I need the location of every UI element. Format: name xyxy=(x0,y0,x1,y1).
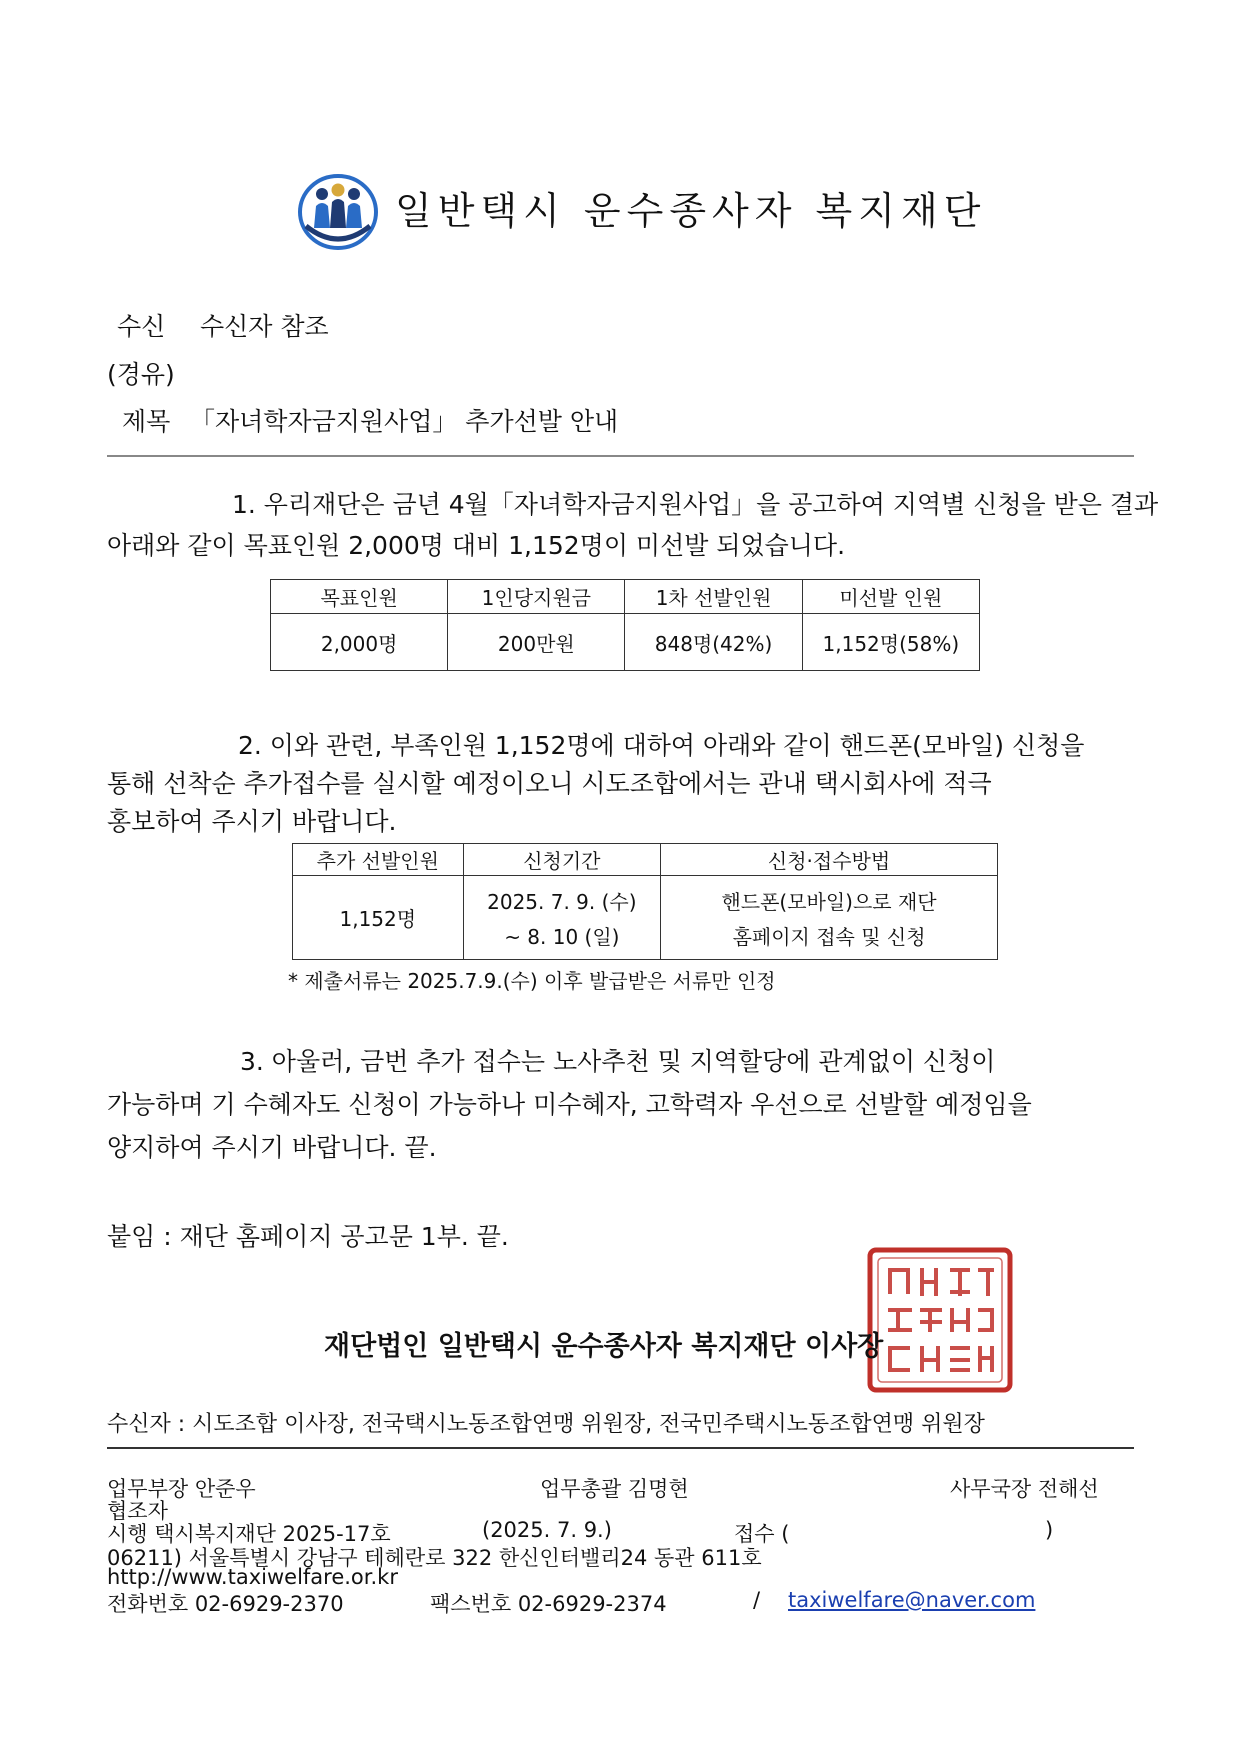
table1-cell-unselected: 1,152명(58%) xyxy=(802,614,979,671)
cooperator-label: 협조자 xyxy=(107,1499,168,1523)
table2-cell-count: 1,152명 xyxy=(293,876,464,960)
table2-header-method: 신청·접수방법 xyxy=(661,844,998,876)
additional-application-table xyxy=(292,843,998,960)
paragraph-1-line-2: 아래와 같이 목표인원 2,000명 대비 1,152명이 미선발 되었습니다. xyxy=(107,531,846,560)
postal-address: 06211) 서울특별시 강남구 테헤란로 322 한신인터밸리24 동관 611호 xyxy=(107,1546,762,1570)
table1-header-grant: 1인당지원금 xyxy=(448,580,625,614)
staff-general: 업무총괄 김명현 xyxy=(540,1477,689,1501)
table2-period-start: 2025. 7. 9. (수) xyxy=(487,889,637,914)
paragraph-3-line-3: 양지하여 주시기 바랍니다. 끝. xyxy=(107,1133,437,1162)
documents-note: * 제출서류는 2025.7.9.(수) 이후 발급받은 서류만 인정 xyxy=(288,969,776,993)
table2-period-end: ~ 8. 10 (일) xyxy=(504,924,620,949)
table1-cell-grant: 200만원 xyxy=(448,614,625,671)
via-label: (경유) xyxy=(107,360,175,389)
selection-status-table xyxy=(270,579,980,671)
recipient-label: 수신 xyxy=(117,312,166,341)
subject-value: 「자녀학자금지원사업」 추가선발 안내 xyxy=(190,407,619,436)
table1-header-unselected: 미선발 인원 xyxy=(802,580,979,614)
paragraph-2-line-1: 2. 이와 관련, 부족인원 1,152명에 대하여 아래와 같이 핸드폰(모바일) 신청을 xyxy=(238,731,1085,760)
email-link[interactable]: taxiwelfare@naver.com xyxy=(788,1588,1036,1612)
table2-cell-period xyxy=(463,876,661,960)
staff-manager: 업무부장 안준우 xyxy=(107,1477,256,1501)
subject-label: 제목 xyxy=(122,407,171,436)
paragraph-1-line-1: 1. 우리재단은 금년 4월「자녀학자금지원사업」을 공고하여 지역별 신청을 받은 결과 xyxy=(232,490,1159,519)
separator-slash: / xyxy=(753,1588,761,1612)
phone-number: 전화번호 02-6929-2370 xyxy=(107,1592,344,1616)
paragraph-3-line-1: 3. 아울러, 금번 추가 접수는 노사추천 및 지역할당에 관계없이 신청이 xyxy=(240,1047,996,1076)
website-link[interactable]: http://www.taxiwelfare.or.kr xyxy=(107,1565,398,1589)
table1-cell-selected: 848명(42%) xyxy=(625,614,802,671)
table1-header-target: 목표인원 xyxy=(271,580,448,614)
staff-director: 사무국장 전해선 xyxy=(950,1477,1099,1501)
sender-signature: 재단법인 일반택시 운수종사자 복지재단 이사장 xyxy=(324,1331,884,1362)
attachment-note: 붙임 : 재단 홈페이지 공고문 1부. 끝. xyxy=(107,1222,509,1251)
enforcement-date: (2025. 7. 9.) xyxy=(482,1518,612,1542)
fax-number: 팩스번호 02-6929-2374 xyxy=(430,1592,667,1616)
official-seal-icon xyxy=(866,1246,1014,1394)
enforcement-number: 시행 택시복지재단 2025-17호 xyxy=(107,1522,391,1546)
table2-method-line-1: 핸드폰(모바일)으로 재단 xyxy=(721,889,937,914)
recipient-list: 수신자 : 시도조합 이사장, 전국택시노동조합연맹 위원장, 전국민주택시노동조합연맹 위원장 xyxy=(107,1412,985,1437)
table1-cell-target: 2,000명 xyxy=(271,614,448,671)
paragraph-3-line-2: 가능하며 기 수혜자도 신청이 가능하나 미수혜자, 고학력자 우선으로 선발할 예정임을 xyxy=(107,1090,1032,1119)
paragraph-2-line-2: 통해 선착순 추가접수를 실시할 예정이오니 시도조합에서는 관내 택시회사에 적극 xyxy=(107,769,992,798)
table2-header-period: 신청기간 xyxy=(463,844,661,876)
table2-method-line-2: 홈페이지 접속 및 신청 xyxy=(732,924,926,949)
receipt-close: ) xyxy=(1045,1518,1054,1542)
recipient-value: 수신자 참조 xyxy=(200,312,329,341)
table2-cell-method xyxy=(661,876,998,960)
table1-header-selected: 1차 선발인원 xyxy=(625,580,802,614)
table2-header-count: 추가 선발인원 xyxy=(293,844,464,876)
foundation-logo-icon xyxy=(296,168,380,252)
foundation-title: 일반택시 운수종사자 복지재단 xyxy=(395,189,987,233)
paragraph-2-line-3: 홍보하여 주시기 바랍니다. xyxy=(107,807,397,836)
footer-divider xyxy=(107,1447,1134,1449)
receipt-label: 접수 ( xyxy=(734,1522,790,1546)
header-divider xyxy=(107,455,1134,457)
